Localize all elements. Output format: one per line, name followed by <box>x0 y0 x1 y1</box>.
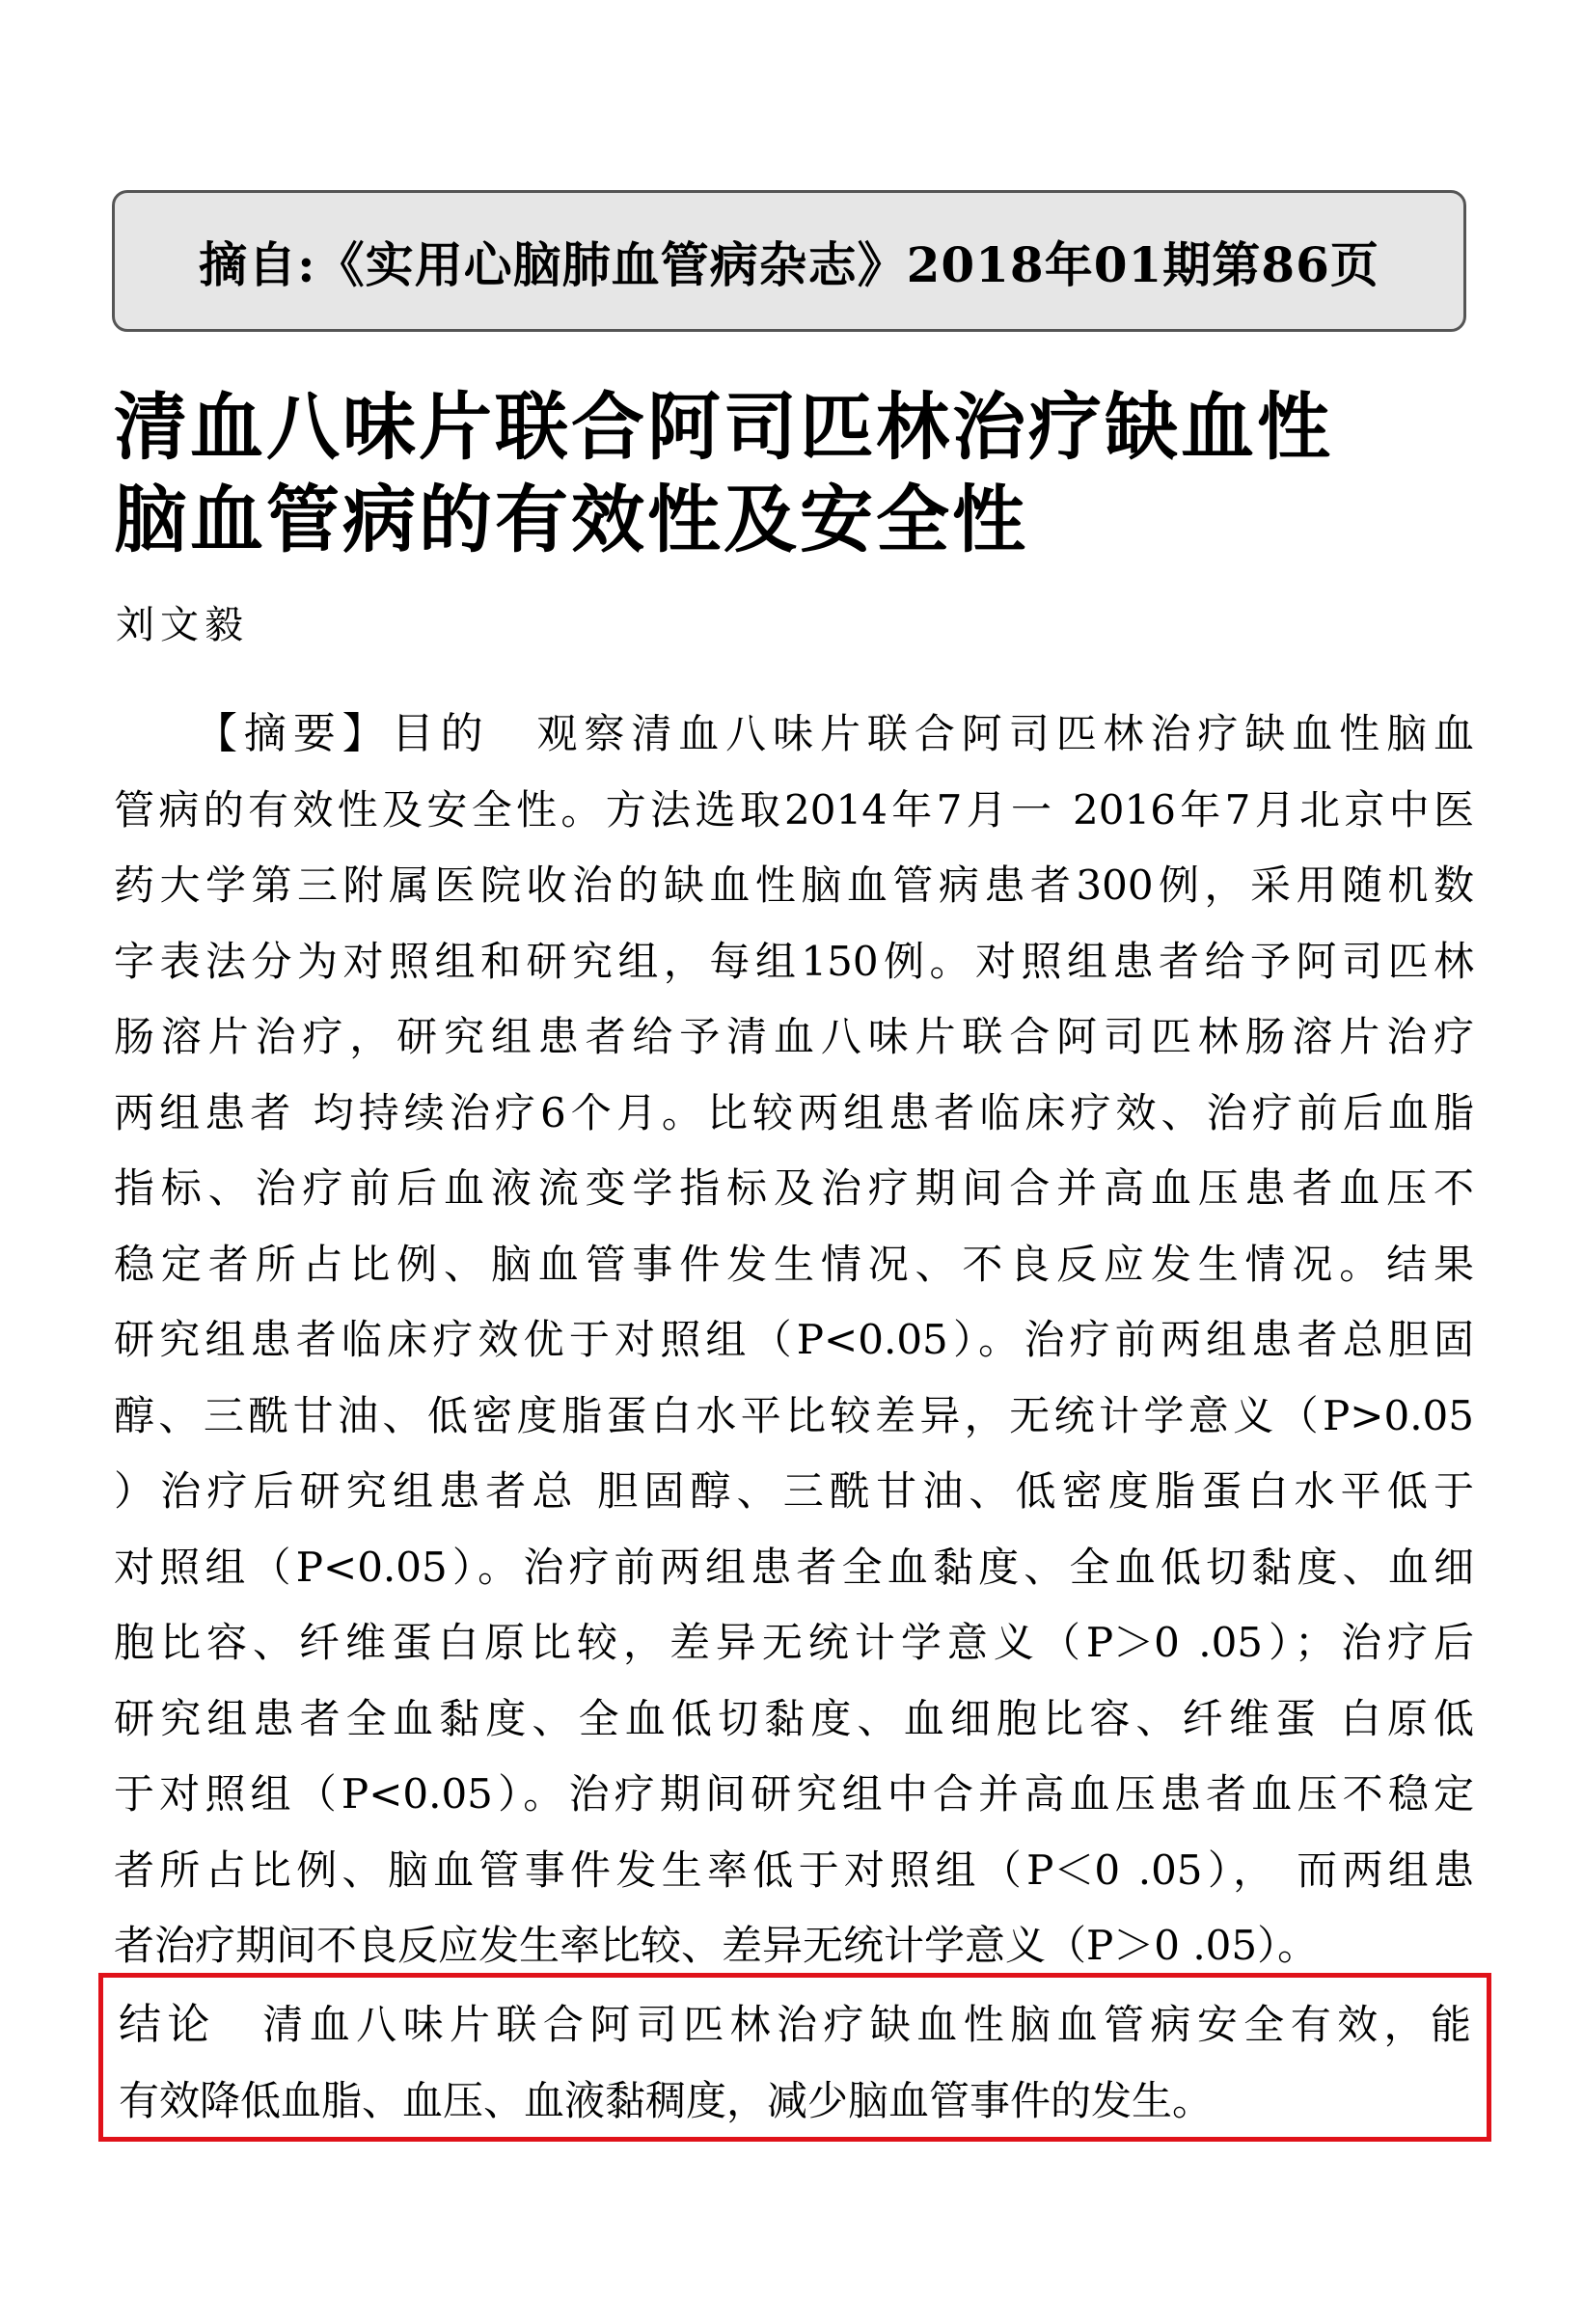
abstract-line: 者治疗期间不良反应发生率比较、差异无统计学意义（P＞0 .05）。 <box>114 1922 1319 1969</box>
conclusion-highlight-box <box>98 1973 1491 2142</box>
abstract-line: 管病的有效性及安全性。方法选取2014年7月一 2016年7月北京中医 <box>114 785 1474 834</box>
abstract-line: 指标、治疗前后血液流变学指标及治疗期间合并高血压患者血压不 <box>114 1164 1474 1212</box>
abstract-line: 研究组患者全血黏度、全血低切黏度、血细胞比容、纤维蛋 白原低 <box>114 1694 1474 1742</box>
abstract-line: 研究组患者临床疗效优于对照组（P<0.05）。治疗前两组患者总胆固 <box>114 1316 1474 1363</box>
abstract-section <box>114 697 1474 1984</box>
abstract-line: 对照组（P<0.05）。治疗前两组患者全血黏度、全血低切黏度、血细 <box>114 1543 1474 1591</box>
abstract-line-text: 观察清血八味片联合阿司匹林治疗缺血性脑血 <box>530 710 1474 757</box>
abstract-line: 胞比容、纤维蛋白原比较，差异无统计学意义（P＞0 .05）；治疗后 <box>114 1619 1474 1666</box>
abstract-line: 肠溶片治疗，研究组患者给予清血八味片联合阿司匹林肠溶片治疗 <box>114 1013 1474 1060</box>
abstract-line: 稳定者所占比例、脑血管事件发生情况、不良反应发生情况。结果 <box>114 1240 1474 1288</box>
conclusion-line <box>119 1987 1471 2064</box>
abstract-line: 于对照组（P<0.05）。治疗期间研究组中合并高血压患者血压不稳定 <box>114 1770 1474 1818</box>
abstract-line: ）治疗后研究组患者总 胆固醇、三酰甘油、低密度脂蛋白水平低于 <box>114 1467 1474 1515</box>
abstract-line: 字表法分为对照组和研究组，每组150例。对照组患者给予阿司匹林 <box>114 937 1474 985</box>
conclusion-line-text: 清血八味片联合阿司匹林治疗缺血性脑血管病安全有效，能 <box>256 2001 1471 2048</box>
abstract-line: 者所占比例、脑血管事件发生率低于对照组（P＜0 .05）， 而两组患 <box>114 1846 1474 1894</box>
abstract-line: 两组患者 均持续治疗6个月。比较两组患者临床疗效、治疗前后血脂 <box>114 1088 1474 1136</box>
source-citation: 摘自:《实用心脑肺血管病杂志》2018年01期第86页 <box>199 235 1379 293</box>
source-citation-box <box>112 190 1466 332</box>
article-title <box>114 381 1484 566</box>
conclusion-label: 结论 <box>119 2000 216 2049</box>
article-title-line-2: 脑血管病的有效性及安全性 <box>114 477 1028 562</box>
conclusion-line: 有效降低血脂、血压、血液黏稠度，减少脑血管事件的发生。 <box>119 2076 1214 2124</box>
article-title-line-1: 清血八味片联合阿司匹林治疗缺血性 <box>114 384 1333 470</box>
abstract-line <box>114 697 1474 773</box>
abstract-line: 药大学第三附属医院收治的缺血性脑血管病患者300例，采用随机数 <box>114 861 1474 909</box>
author-name: 刘文毅 <box>116 603 249 647</box>
abstract-line: 醇、三酰甘油、低密度脂蛋白水平比较差异，无统计学意义（P>0.05 <box>114 1391 1474 1439</box>
abstract-label: 【摘要】目的 <box>195 709 490 758</box>
